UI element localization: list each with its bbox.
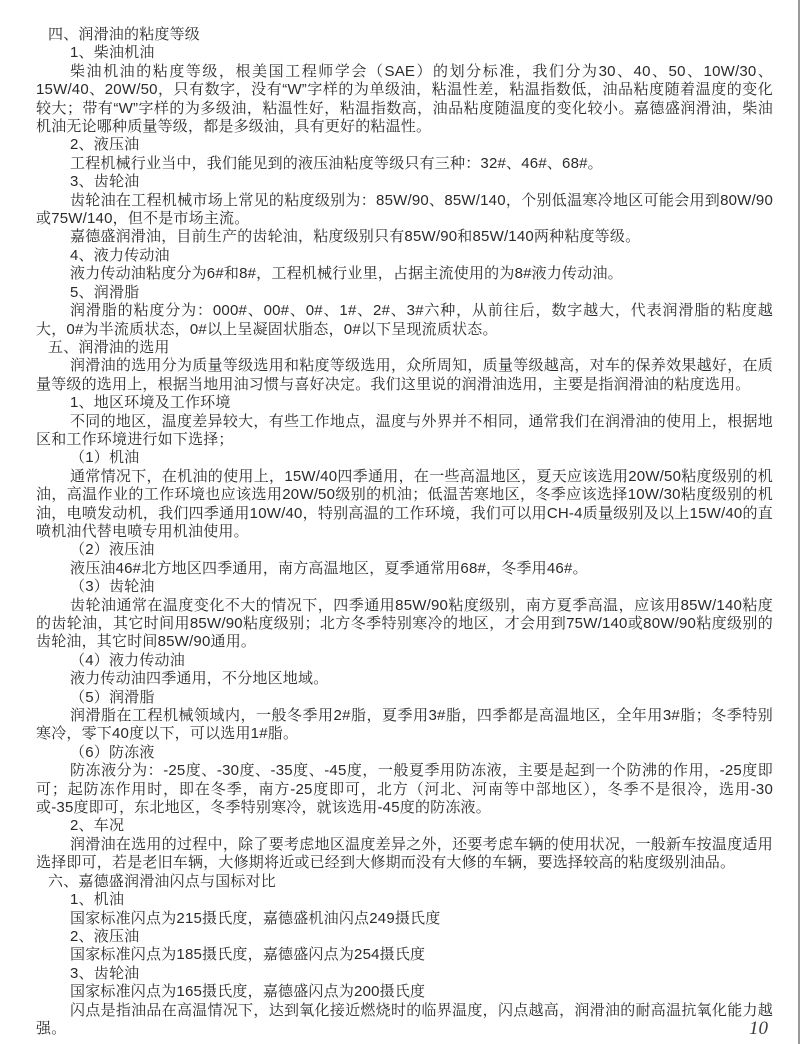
paragraph: 国家标准闪点为185摄氏度，嘉德盛闪点为254摄氏度 (70, 946, 426, 964)
paragraph: 润滑脂的粘度分为：000#、00#、0#、1#、2#、3#六种，从前往后，数字越大，代表润滑脂的粘度越大，0#为半流质状态，0#以上呈凝固状脂态，0#以下呈现流质状态。 (36, 302, 773, 338)
sub-heading: （2）液压油 (70, 541, 155, 559)
sub-heading: 2、车况 (70, 817, 125, 835)
sub-heading: 3、齿轮油 (70, 964, 140, 982)
paragraph: 齿轮油通常在温度变化不大的情况下，四季通用85W/90粘度级别，南方夏季高温，应该用85W/140粘度的齿轮油，其它时间用85W/90粘度级别；北方冬季特别寒冷的地区，才会用到75W/140或80W/90粘度级别的齿轮油，其它时间85W/90通用。 (36, 596, 773, 651)
sub-heading: 3、齿轮油 (70, 173, 140, 191)
sub-heading: 1、机油 (70, 891, 125, 909)
paragraph: 国家标准闪点为165摄氏度，嘉德盛闪点为200摄氏度 (70, 983, 426, 1001)
page-number: 10 (749, 1018, 768, 1039)
paragraph: 通常情况下，在机油的使用上，15W/40四季通用，在一些高温地区，夏天应该选用20W/50粘度级别的机油，高温作业的工作环境也应该选用20W/50级别的机油；低温苦寒地区，冬季应该选择10W/30粘度级别的机油，电喷发动机，我们四季通用10W/40，特别高温的工作环境，我们可以用CH-4质量级别及以上15W/40的直喷机油代替电喷专用机油使用。 (36, 467, 773, 540)
sub-heading: 4、液力传动油 (70, 246, 170, 264)
section-heading: 六、嘉德盛润滑油闪点与国标对比 (48, 872, 277, 890)
sub-heading: （5）润滑脂 (70, 688, 155, 706)
paragraph: 闪点是指油品在高温情况下，达到氧化接近燃烧时的临界温度，闪点越高，润滑油的耐高温抗氧化能力越强。 (36, 1001, 773, 1037)
paragraph: 柴油机油的粘度等级，根美国工程师学会（SAE）的划分标准，我们分为30、40、50、10W/30、15W/40、20W/50，只有数字，没有“W”字样的为单级油，粘温性差，粘温指数低，油品粘度随着温度的变化较大；带有“W”字样的为多级油，粘温性好，粘温指数高，油品粘度随温度的变化较小。嘉德盛润滑油，柴油机油无论哪种质量等级，都是多级油，具有更好的粘温性。 (36, 62, 773, 136)
paragraph: 嘉德盛润滑油，目前生产的齿轮油，粘度级别只有85W/90和85W/140两种粘度等级。 (70, 228, 641, 246)
sub-heading: （1）机油 (70, 449, 140, 467)
sub-heading: 1、柴油机油 (70, 44, 155, 62)
sub-heading: 2、液压油 (70, 927, 140, 945)
paragraph: 液压油46#北方地区四季通用，南方高温地区，夏季通常用68#，冬季用46#。 (70, 559, 588, 577)
paragraph: 国家标准闪点为215摄氏度，嘉德盛机油闪点249摄氏度 (70, 909, 441, 927)
section-heading: 四、润滑油的粘度等级 (48, 26, 201, 43)
document-body (36, 26, 773, 1038)
paragraph: 工程机械行业当中，我们能见到的液压油粘度等级只有三种：32#、46#、68#。 (70, 154, 603, 172)
paragraph: 液力传动油四季通用，不分地区地域。 (70, 670, 329, 688)
sub-heading: （3）齿轮油 (70, 578, 155, 596)
paragraph: 润滑油的选用分为质量等级选用和粘度等级选用，众所周知，质量等级越高，对车的保养效果越好，在质量等级的选用上，根据当地用油习惯与喜好决定。我们这里说的润滑油选用，主要是指润滑油的粘度选用。 (36, 357, 773, 393)
sub-heading: （6）防冻液 (70, 743, 155, 761)
sub-heading: （4）液力传动油 (70, 651, 185, 669)
paragraph: 不同的地区，温度差异较大，有些工作地点，温度与外界并不相同，通常我们在润滑油的使用上，根据地区和工作环境进行如下选择； (36, 412, 773, 448)
paragraph: 润滑脂在工程机械领域内，一般冬季用2#脂，夏季用3#脂，四季都是高温地区，全年用3#脂；冬季特别寒冷，零下40度以下，可以选用1#脂。 (36, 707, 773, 743)
paragraph: 液力传动油粘度分为6#和8#，工程机械行业里，占据主流使用的为8#液力传动油。 (70, 265, 623, 283)
paragraph: 润滑油在选用的过程中，除了要考虑地区温度差异之外，还要考虑车辆的使用状况，一般新车按温度适用选择即可，若是老旧车辆，大修期将近或已经到大修期而没有大修的车辆，要选择较高的粘度级别油品。 (36, 835, 773, 872)
sub-heading: 1、地区环境及工作环境 (70, 394, 231, 412)
sub-heading: 2、液压油 (70, 136, 140, 154)
sub-heading: 5、润滑脂 (70, 283, 140, 301)
paragraph: 齿轮油在工程机械市场上常见的粘度级别为：85W/90、85W/140，个别低温寒冷地区可能会用到80W/90或75W/140，但不是市场主流。 (36, 191, 773, 228)
paragraph: 防冻液分为：-25度、-30度、-35度、-45度，一般夏季用防冻液，主要是起到一个防沸的作用，-25度即可；起防冻作用时，即在冬季，南方-25度即可，北方（河北、河南等中部地区），冬季不是很冷，选用-30或-35度即可，东北地区，冬季特别寒冷，就该选用-45度的防冻液。 (36, 762, 773, 817)
section-heading: 五、润滑油的选用 (48, 338, 170, 356)
